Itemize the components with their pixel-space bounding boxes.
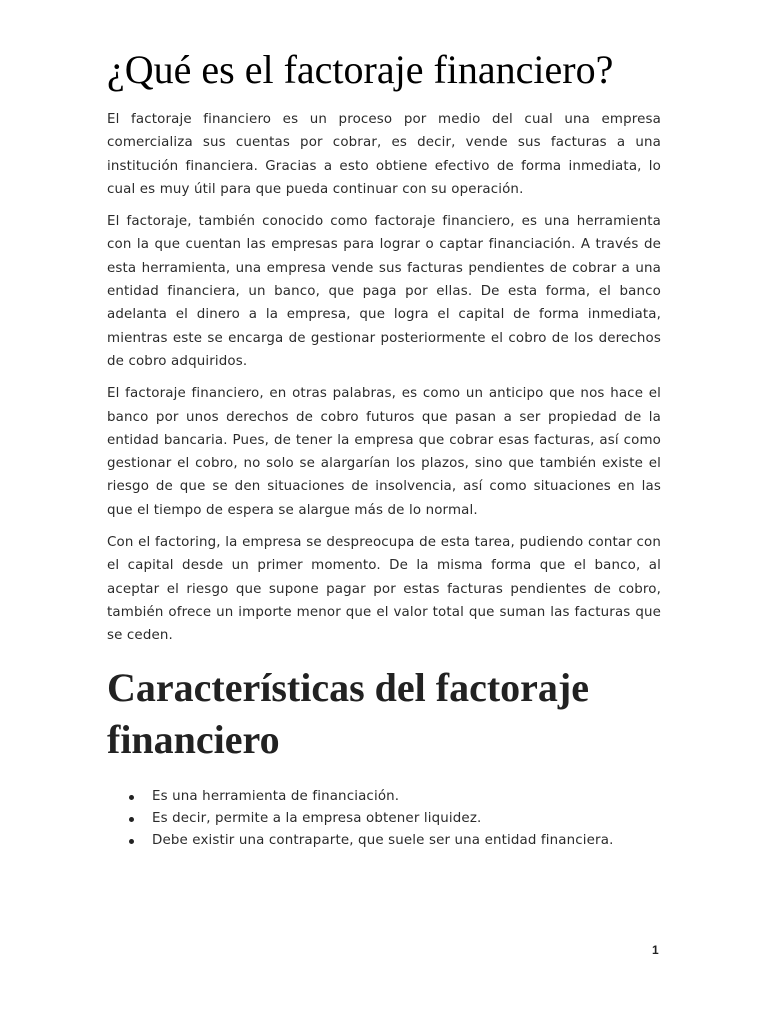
paragraph-2: El factoraje, también conocido como factoraje financiero, es una herramienta con la que cuentan las empresas para lograr o captar financiación. A través de esta herramienta, una empresa vende sus facturas pendientes de cobrar a una entidad financiera, un banco, que paga por ellas. De esta forma, el banco adelanta el dinero a la empresa, que logra el capital de forma inmediata, mientras este se encarga de gestionar posteriormente el cobro de los derechos de cobro adquiridos. [107,214,661,369]
list-item [127,786,661,808]
paragraph-1: El factoraje financiero es un proceso por medio del cual una empresa comercializa sus cuentas por cobrar, es decir, vende sus facturas a una institución financiera. Gracias a esto obtiene efectivo de forma inmediata, lo cual es muy útil para que pueda continuar con su operación. [107,112,661,197]
list-item [127,830,661,852]
section-heading: Características del factoraje financiero [107,664,589,762]
paragraph-3: El factoraje financiero, en otras palabras, es como un anticipo que nos hace el banco por unos derechos de cobro futuros que pasan a ser propiedad de la entidad bancaria. Pues, de tener la empresa que cobrar esas facturas, así como gestionar el cobro, no solo se alargarían los plazos, sino que también existe el riesgo de que se den situaciones de insolvencia, así como situaciones en las que el tiempo de espera se alargue más de lo normal. [107,386,661,518]
paragraph-4: Con el factoring, la empresa se despreocupa de esta tarea, pudiendo contar con el capital desde un primer momento. De la misma forma que el banco, al aceptar el riesgo que supone pagar por estas facturas pendientes de cobro, también ofrece un importe menor que el valor total que suman las facturas que se ceden. [107,535,661,644]
page-title: ¿Qué es el factoraje financiero? [107,47,614,92]
page-content [107,44,661,852]
list-item [127,808,661,830]
bullet-dot-icon [129,795,134,800]
list-item-text: Es decir, permite a la empresa obtener liquidez. [152,810,482,826]
bullet-dot-icon [129,817,134,822]
list-item-text: Es una herramienta de financiación. [152,788,400,804]
page-number: 1 [652,943,659,957]
bullet-dot-icon [129,839,134,844]
bullet-list [107,786,661,852]
list-item-text: Debe existir una contraparte, que suele ser una entidad financiera. [152,832,614,848]
